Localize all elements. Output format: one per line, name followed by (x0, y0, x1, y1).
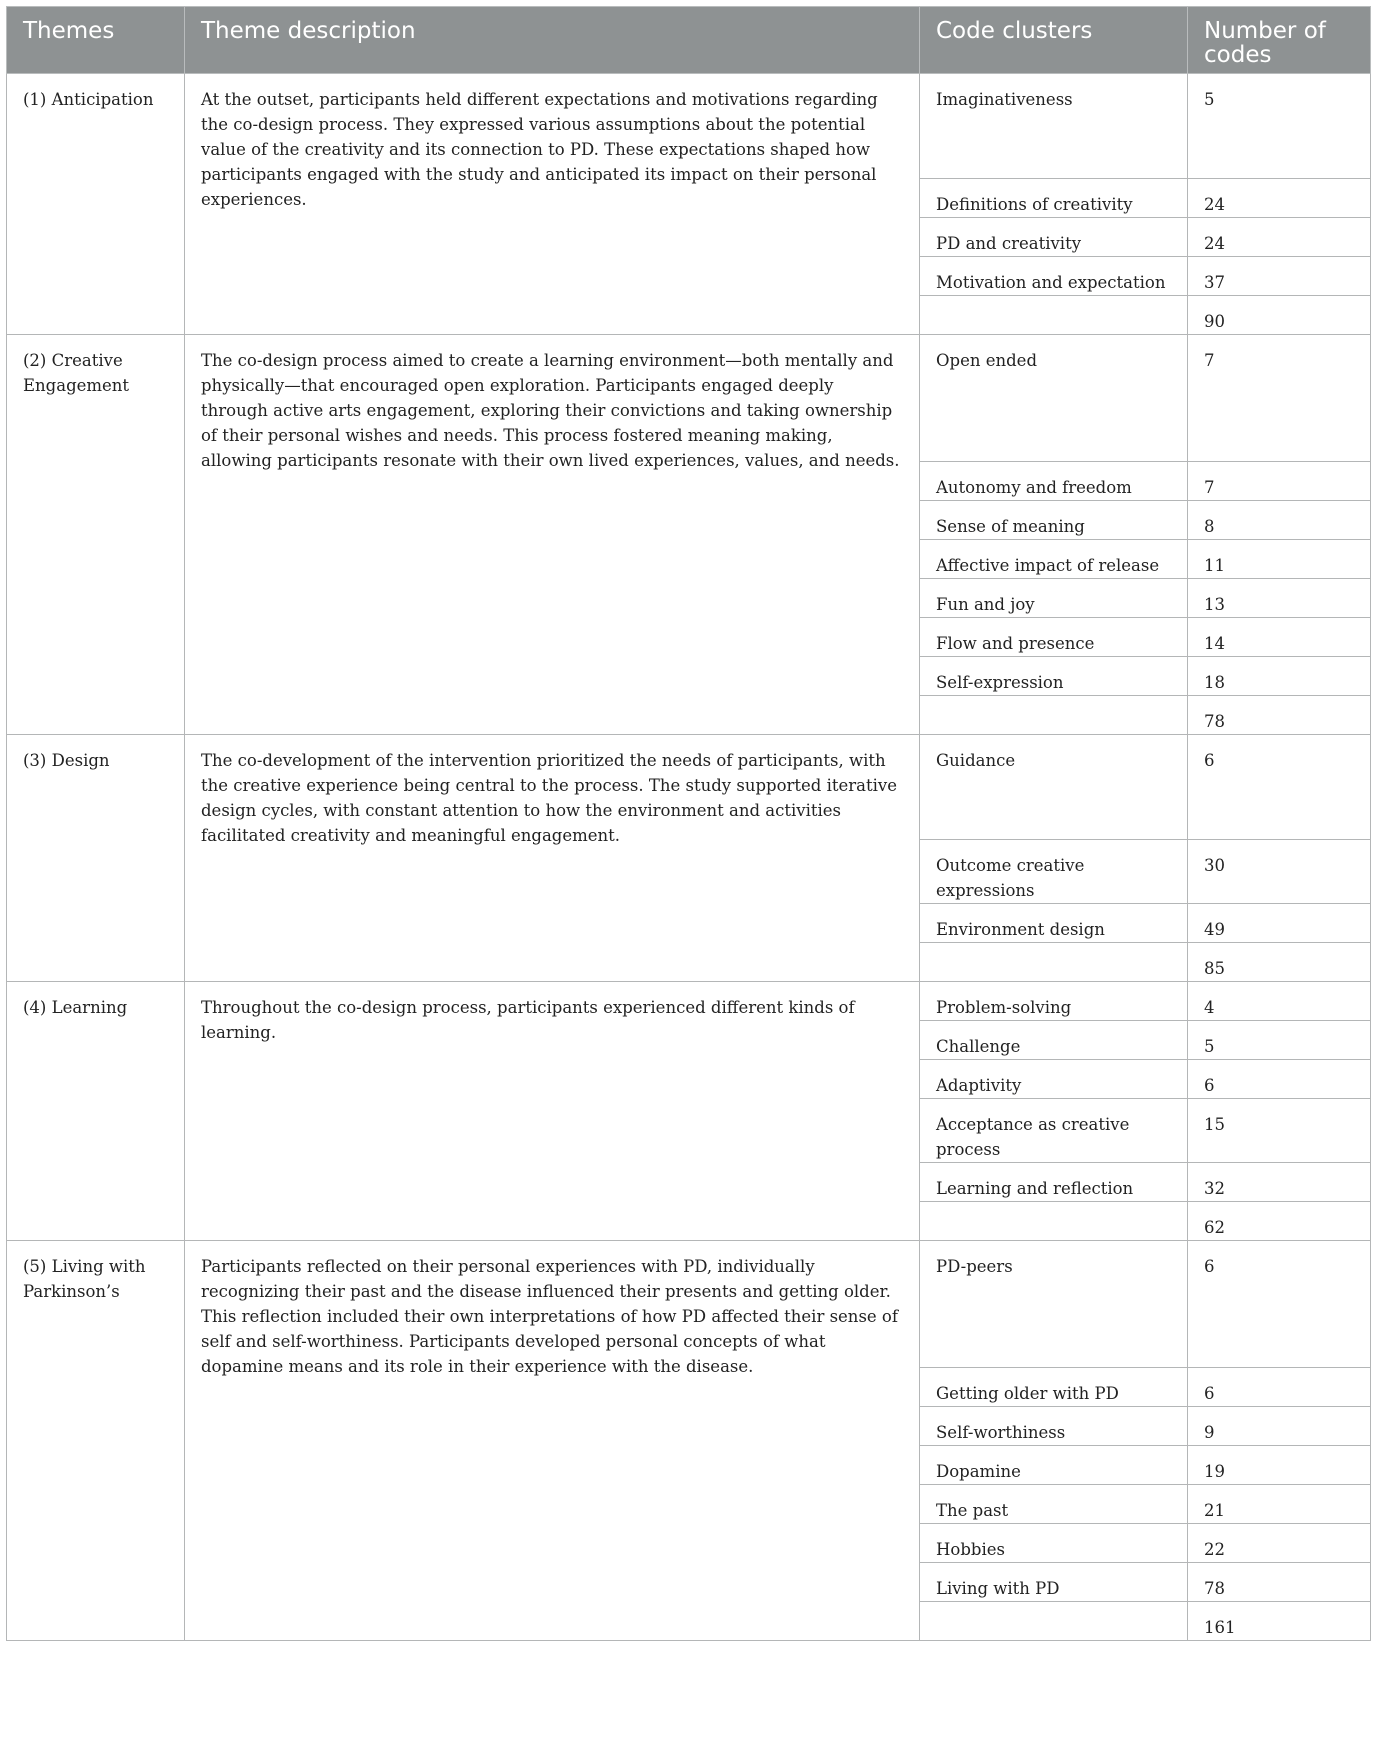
total-count-cell: 161 (1188, 1602, 1371, 1641)
code-cluster-cell: Guidance (920, 735, 1188, 840)
table-row (7, 74, 1371, 179)
theme-cell: (4) Learning (7, 982, 185, 1241)
code-cluster-cell: Hobbies (920, 1524, 1188, 1563)
code-cluster-cell: Problem-solving (920, 982, 1188, 1021)
code-count-cell: 78 (1188, 1563, 1371, 1602)
code-count-cell: 37 (1188, 257, 1371, 296)
header-code-clusters: Code clusters (920, 7, 1188, 74)
code-count-cell: 15 (1188, 1099, 1371, 1163)
code-cluster-cell: Imaginativeness (920, 74, 1188, 179)
theme-cell: (5) Living with Parkinson’s (7, 1241, 185, 1641)
theme-cell: (3) Design (7, 735, 185, 982)
code-count-cell: 11 (1188, 540, 1371, 579)
total-count-cell: 62 (1188, 1202, 1371, 1241)
code-cluster-cell: Sense of meaning (920, 501, 1188, 540)
empty-cluster-cell (920, 1602, 1188, 1641)
total-count-cell: 90 (1188, 296, 1371, 335)
code-count-cell: 30 (1188, 840, 1371, 904)
code-count-cell: 6 (1188, 1368, 1371, 1407)
code-cluster-cell: Fun and joy (920, 579, 1188, 618)
header-themes: Themes (7, 7, 185, 74)
code-count-cell: 21 (1188, 1485, 1371, 1524)
code-count-cell: 8 (1188, 501, 1371, 540)
code-cluster-cell: Learning and reflection (920, 1163, 1188, 1202)
code-cluster-cell: Self-expression (920, 657, 1188, 696)
code-cluster-cell: Acceptance as creative process (920, 1099, 1188, 1163)
code-count-cell: 7 (1188, 462, 1371, 501)
code-count-cell: 22 (1188, 1524, 1371, 1563)
code-cluster-cell: Flow and presence (920, 618, 1188, 657)
code-count-cell: 13 (1188, 579, 1371, 618)
code-cluster-cell: PD-peers (920, 1241, 1188, 1368)
empty-cluster-cell (920, 1202, 1188, 1241)
header-row (7, 7, 1371, 74)
code-cluster-cell: Motivation and expectation (920, 257, 1188, 296)
code-count-cell: 24 (1188, 218, 1371, 257)
code-count-cell: 5 (1188, 1021, 1371, 1060)
table-row (7, 982, 1371, 1021)
code-count-cell: 18 (1188, 657, 1371, 696)
code-count-cell: 24 (1188, 179, 1371, 218)
header-number-of-codes: Number of codes (1188, 7, 1371, 74)
theme-cell: (1) Anticipation (7, 74, 185, 335)
code-cluster-cell: Autonomy and freedom (920, 462, 1188, 501)
table-row (7, 735, 1371, 840)
code-cluster-cell: Challenge (920, 1021, 1188, 1060)
code-count-cell: 5 (1188, 74, 1371, 179)
code-count-cell: 19 (1188, 1446, 1371, 1485)
code-count-cell: 6 (1188, 735, 1371, 840)
empty-cluster-cell (920, 296, 1188, 335)
theme-cell: (2) Creative Engagement (7, 335, 185, 735)
theme-description-cell: Throughout the co-design process, participants experienced different kinds of learning. (185, 982, 920, 1241)
table-row (7, 335, 1371, 462)
total-count-cell: 78 (1188, 696, 1371, 735)
code-count-cell: 4 (1188, 982, 1371, 1021)
code-cluster-cell: Dopamine (920, 1446, 1188, 1485)
code-cluster-cell: Affective impact of release (920, 540, 1188, 579)
code-count-cell: 9 (1188, 1407, 1371, 1446)
total-count-cell: 85 (1188, 943, 1371, 982)
code-cluster-cell: PD and creativity (920, 218, 1188, 257)
theme-description-cell: The co-development of the intervention prioritized the needs of participants, with the creative experience being central to the process. The study supported iterative design cycles, with constant attention to how the environment and activities facilitated creativity and meaningful engagement. (185, 735, 920, 982)
table-row (7, 1241, 1371, 1368)
theme-description-cell: At the outset, participants held different expectations and motivations regarding the co-design process. They expressed various assumptions about the potential value of the creativity and its connection to PD. These expectations shaped how participants engaged with the study and anticipated its impact on their personal experiences. (185, 74, 920, 335)
themes-table (6, 6, 1371, 1641)
code-cluster-cell: Getting older with PD (920, 1368, 1188, 1407)
theme-description-cell: Participants reflected on their personal experiences with PD, individually recognizing their past and the disease influenced their presents and getting older. This reflection included their own interpretations of how PD affected their sense of self and self-worthiness. Participants developed personal concepts of what dopamine means and its role in their experience with the disease. (185, 1241, 920, 1641)
code-cluster-cell: The past (920, 1485, 1188, 1524)
empty-cluster-cell (920, 943, 1188, 982)
code-count-cell: 49 (1188, 904, 1371, 943)
empty-cluster-cell (920, 696, 1188, 735)
code-cluster-cell: Living with PD (920, 1563, 1188, 1602)
code-count-cell: 7 (1188, 335, 1371, 462)
code-count-cell: 6 (1188, 1060, 1371, 1099)
header-theme-description: Theme description (185, 7, 920, 74)
code-cluster-cell: Open ended (920, 335, 1188, 462)
table-body (7, 74, 1371, 1641)
theme-description-cell: The co-design process aimed to create a learning environment—both mentally and physically—that encouraged open exploration. Participants engaged deeply through active arts engagement, exploring their convictions and taking ownership of their personal wishes and needs. This process fostered meaning making, allowing participants resonate with their own lived experiences, values, and needs. (185, 335, 920, 735)
code-cluster-cell: Outcome creative expressions (920, 840, 1188, 904)
code-count-cell: 6 (1188, 1241, 1371, 1368)
code-cluster-cell: Definitions of creativity (920, 179, 1188, 218)
code-cluster-cell: Self-worthiness (920, 1407, 1188, 1446)
code-cluster-cell: Environment design (920, 904, 1188, 943)
code-count-cell: 32 (1188, 1163, 1371, 1202)
code-count-cell: 14 (1188, 618, 1371, 657)
code-cluster-cell: Adaptivity (920, 1060, 1188, 1099)
